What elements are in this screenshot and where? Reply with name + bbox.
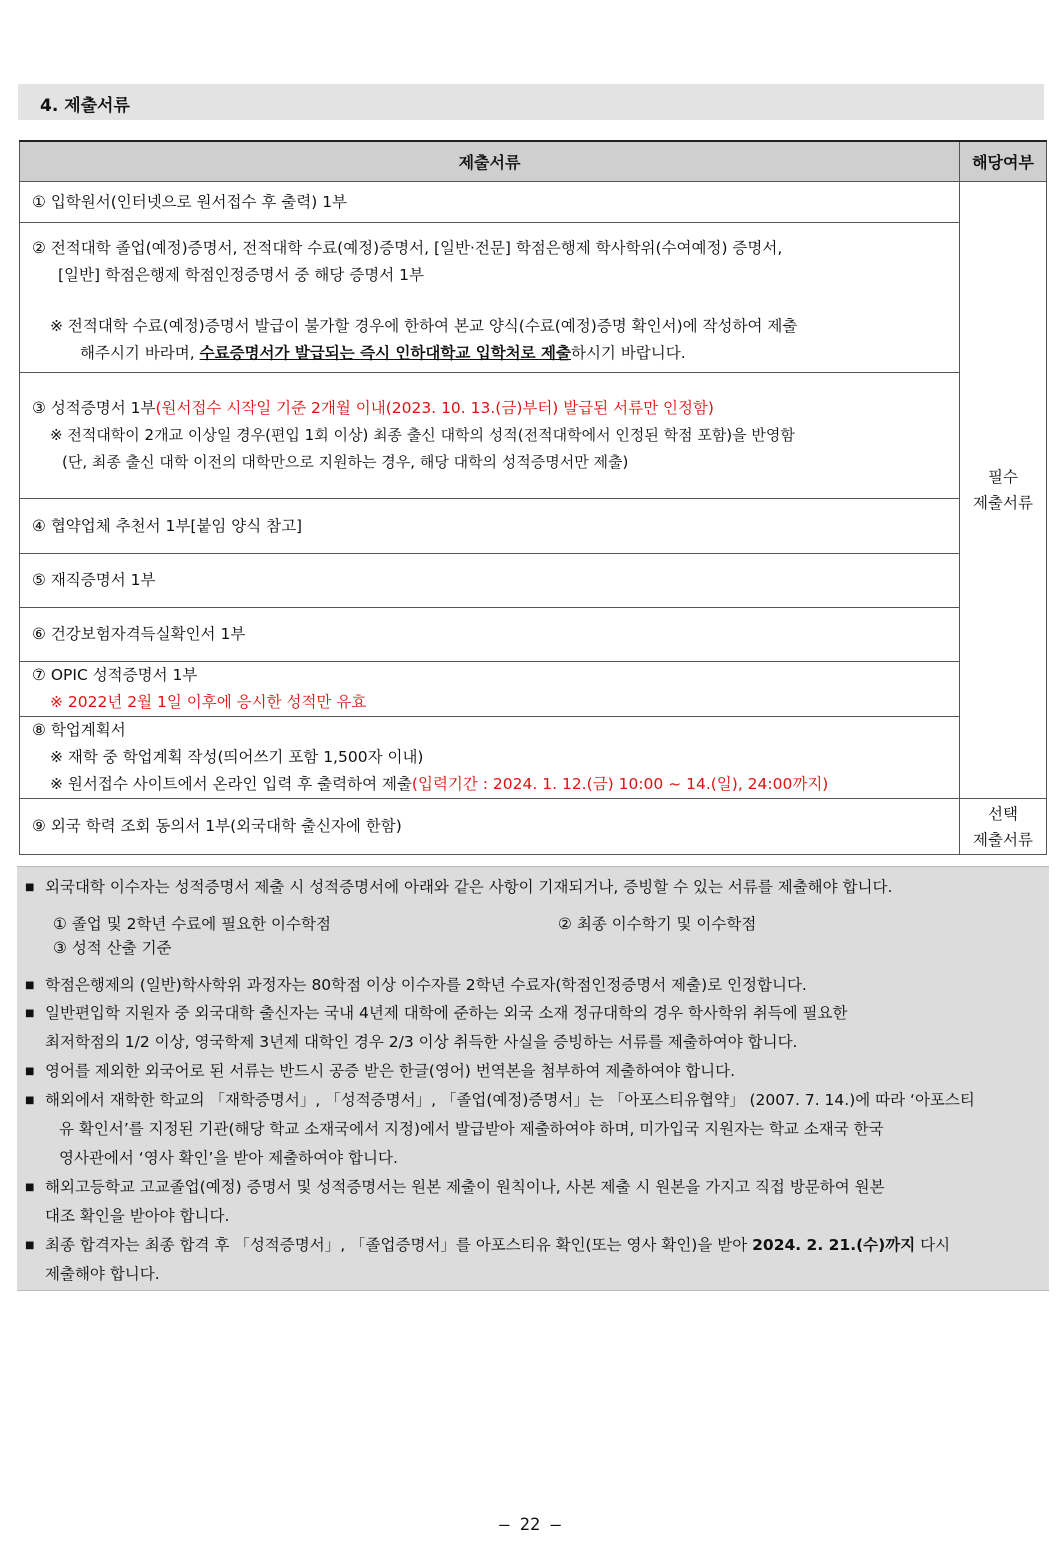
note-7: ■ 최종 합격자는 최종 합격 후 「성적증명서」, 「졸업증명서」를 아포스티유 확인(또는 영사 확인)을 받아 2024. 2. 21.(수)까지 다시 제출해야 합니다. (25, 1231, 1031, 1289)
note-2: ■ 학점은행제의 (일반)학사학위 과정자는 80학점 이상 이수자를 2학년 수료자(학점인정증명서 제출)로 인정합니다. (25, 971, 1031, 1000)
table-row (20, 554, 1047, 608)
note-1-sub-2: ② 최종 이수학기 및 이수학점 (558, 915, 757, 933)
doc-item-6: ⑥ 건강보험자격득실확인서 1부 (32, 625, 246, 643)
section-title: 4. 제출서류 (40, 96, 130, 116)
doc-item-2: ② 전적대학 졸업(예정)증명서, 전적대학 수료(예정)증명서, [일반·전문] 학점은행제 학사학위(수여예정) 증명서, [일반] 학점은행제 학점인정증명서 중 해당 증명서 1부 ※ 전적대학 수료(예정)증명서 발급이 불가할 경우에 한하여 본교 양식(수료(예정)증명 확인서)에 작성하여 제출 해주시기 바라며, 수료증명서가 발급되는 즉시 인하대학교 입학처로 제출하시기 바랍니다. (32, 238, 798, 362)
section-header (18, 84, 1044, 120)
doc-item-1: ① 입학원서(인터넷으로 원서접수 후 출력) 1부 (32, 192, 348, 211)
square-bullet-icon: ■ (25, 980, 35, 991)
square-bullet-icon: ■ (25, 1182, 35, 1193)
table-row (20, 662, 1047, 717)
doc-item-7: ⑦ OPIC 성적증명서 1부 ※ 2022년 2월 1일 이후에 응시한 성적만 유효 (32, 666, 367, 711)
doc-item-4: ④ 협약업체 추천서 1부[붙임 양식 참고] (32, 516, 303, 535)
table-row (20, 799, 1047, 855)
table-row (20, 717, 1047, 799)
documents-table (19, 140, 1047, 855)
table-row (20, 182, 1047, 223)
square-bullet-icon: ■ (25, 882, 35, 893)
note-4: ■ 영어를 제외한 외국어로 된 서류는 반드시 공증 받은 한글(영어) 번역본을 첨부하여 제출하여야 합니다. (25, 1057, 1031, 1086)
note-5: ■ 해외에서 재학한 학교의 「재학증명서」, 「성적증명서」, 「졸업(예정)증명서」는 「아포스티유협약」 (2007. 7. 14.)에 따라 ‘아포스티 유 확인서’를 지정된 기관(해당 학교 소재국에서 지정)에서 발급받아 제출하여야 하며, 미가입국 지원자는 학교 소재국 한국 영사관에서 ‘영사 확인’을 받아 제출하여야 합니다. (25, 1086, 1031, 1173)
square-bullet-icon: ■ (25, 1008, 35, 1019)
square-bullet-icon: ■ (25, 1066, 35, 1077)
square-bullet-icon: ■ (25, 1095, 35, 1106)
doc-item-8: ⑧ 학업계획서 ※ 재학 중 학업계획 작성(띄어쓰기 포함 1,500자 이내) ※ 원서접수 사이트에서 온라인 입력 후 출력하여 제출(입력기간 : 2024. 1. 12.(금) 10:00 ~ 14.(일), 24:00까지) (32, 721, 829, 793)
page-number: – 22 – (499, 1515, 561, 1535)
optional-label: 선택 제출서류 (960, 799, 1047, 855)
table-row (20, 223, 1047, 373)
required-label: 필수 제출서류 (960, 182, 1047, 799)
header-applicability: 해당여부 (960, 141, 1047, 182)
doc-item-3: ③ 성적증명서 1부(원서접수 시작일 기준 2개월 이내(2023. 10. 13.(금)부터) 발급된 서류만 인정함) ※ 전적대학이 2개교 이상일 경우(편입 1회 이상) 최종 출신 대학의 성적(전적대학에서 인정된 학점 포함)을 반영함 (단, 최종 출신 대학 이전의 대학만으로 지원하는 경우, 해당 대학의 성적증명서만 제출) (32, 399, 795, 471)
note-6: ■ 해외고등학교 고교졸업(예정) 증명서 및 성적증명서는 원본 제출이 원칙이나, 사본 제출 시 원본을 가지고 직접 방문하여 원본 대조 확인을 받아야 합니다. (25, 1173, 1031, 1231)
header-documents: 제출서류 (20, 141, 960, 182)
table-row (20, 499, 1047, 554)
note-3: ■ 일반편입학 지원자 중 외국대학 출신자는 국내 4년제 대학에 준하는 외국 소재 정규대학의 경우 학사학위 취득에 필요한 최저학점의 1/2 이상, 영국학제 3년제 대학인 경우 2/3 이상 취득한 사실을 증빙하는 서류를 제출하여야 합니다. (25, 999, 1031, 1057)
doc-item-5: ⑤ 재직증명서 1부 (32, 571, 156, 589)
note-1: ■ 외국대학 이수자는 성적증명서 제출 시 성적증명서에 아래와 같은 사항이 기재되거나, 증빙할 수 있는 서류를 제출해야 합니다. (25, 873, 1031, 902)
table-row (20, 608, 1047, 662)
notes-box (17, 866, 1049, 1291)
table-row (20, 373, 1047, 499)
table-header-row (20, 141, 1047, 182)
note-1-sub-3: ③ 성적 산출 기준 (53, 939, 172, 957)
note-1-sub-1: ① 졸업 및 2학년 수료에 필요한 이수학점 (53, 915, 331, 933)
doc-item-9: ⑨ 외국 학력 조회 동의서 1부(외국대학 출신자에 한함) (32, 817, 402, 835)
square-bullet-icon: ■ (25, 1240, 35, 1251)
